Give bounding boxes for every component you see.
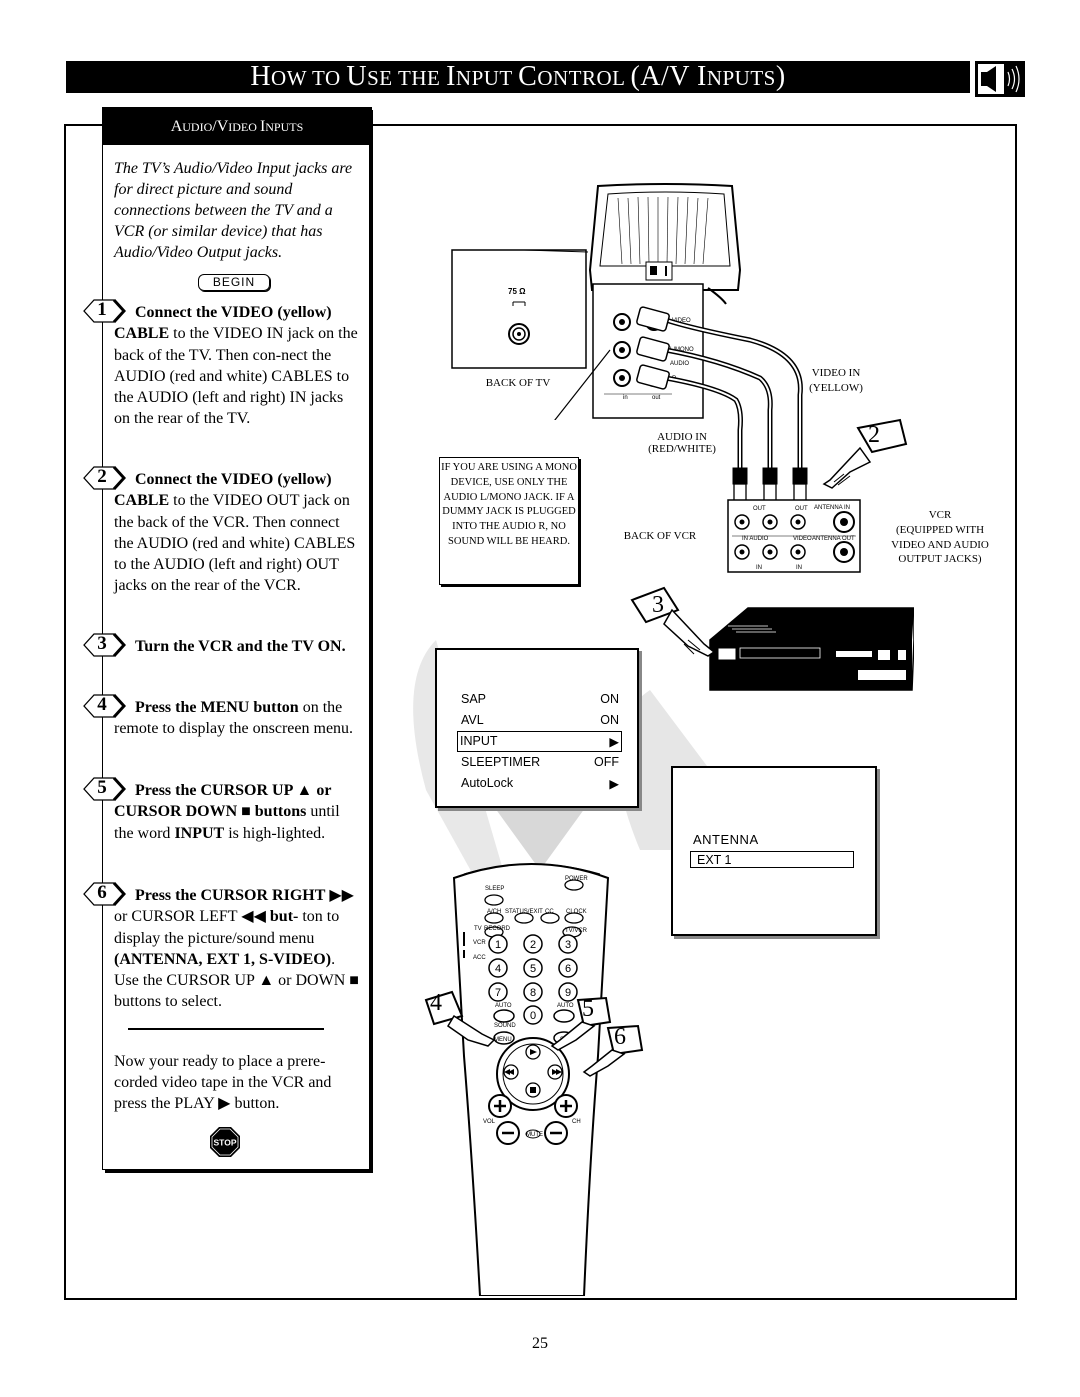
yellow-label: (YELLOW) (809, 382, 863, 394)
vcr-antenna-out-label: ANTENNA OUT (812, 536, 855, 542)
step-3-text: Turn the VCR and the TV ON. (135, 638, 346, 655)
step-2-text: Connect the VIDEO (yellow) CABLE to the VIDEO OUT jack on the back of the VCR. Then connect the AUDIO (red and white) CABLES to the AUDIO (left and right) OUT jacks on the rear of the VCR. (114, 471, 356, 595)
remote-vol-label[interactable]: VOL (483, 1119, 496, 1125)
remote-sleep-label[interactable]: SLEEP (485, 886, 505, 892)
callout-3: 3 (652, 592, 664, 618)
red-white-label: (RED/WHITE) (648, 443, 716, 455)
video-in-label: VIDEO IN (811, 367, 861, 379)
remote-mute-label[interactable]: MUTE (526, 1132, 543, 1138)
menu-row-input[interactable]: INPUT ▶ (457, 731, 622, 752)
key-9: 9 (564, 987, 572, 999)
vcr-in-audio-label: IN AUDIO (742, 536, 769, 542)
panel-heading: AUDIO/VIDEO INPUTS (102, 107, 372, 145)
step-6-text: Press the CURSOR RIGHT ▶▶ or CURSOR LEFT ◀◀ but- ton to display the picture/sound menu (ANTENNA, EXT 1, S-VIDEO). Use the CURSOR UP ▲ or DOWN ■ buttons to select. (114, 887, 359, 1011)
r-jack-label: R (672, 376, 677, 382)
remote-ach-label[interactable]: A/CH (487, 909, 502, 915)
remote-tv-label[interactable]: TV (474, 926, 482, 932)
menu-row-avl[interactable]: AVL ON (461, 713, 619, 727)
out-jack-label: out (652, 395, 661, 401)
vcr-out-label: OUT (753, 506, 766, 512)
onscreen-menu (435, 648, 639, 808)
audio-in-label: AUDIO IN (657, 431, 707, 443)
ohm-label: 75 Ω (508, 287, 526, 296)
callout-4: 4 (430, 990, 442, 1016)
remote-power-label[interactable]: POWER (565, 876, 588, 882)
remote-auto-right-label[interactable]: AUTO (557, 1003, 574, 1009)
remote-acc-label[interactable]: ACC (473, 955, 486, 961)
callout-6: 6 (614, 1024, 626, 1050)
menu-row-autolock[interactable]: AutoLock ▶ (461, 776, 619, 791)
key-4: 4 (494, 963, 502, 975)
key-7: 7 (494, 987, 502, 999)
step-1-marker: 1 (82, 298, 122, 322)
audio-jack-label: AUDIO (670, 361, 690, 367)
vcr-out2-label: OUT (795, 506, 808, 512)
key-3: 3 (564, 939, 572, 951)
vcr-in-label: IN (756, 565, 762, 571)
lmono-jack-label: L/MONO (670, 347, 694, 353)
remote-menu-label[interactable]: MENU (494, 1037, 512, 1043)
remote-tvvcr-label[interactable]: TV/VCR (565, 928, 588, 934)
key-0: 0 (529, 1010, 537, 1022)
begin-badge: BEGIN (198, 274, 270, 291)
menu-row-sleeptimer[interactable]: SLEEPTIMER OFF (461, 755, 619, 769)
vcr-equipped-label: (EQUIPPED WITH VIDEO AND AUDIO OUTPUT JACKS) (891, 524, 989, 565)
key-1: 1 (494, 939, 502, 951)
remote-record-label[interactable]: RECORD (484, 926, 511, 932)
remote-sound-label[interactable]: SOUND (494, 1023, 516, 1029)
divider (128, 1028, 324, 1030)
step-5-text: Press the CURSOR UP ▲ or CURSOR DOWN ■ buttons until the word INPUT is high-lighted. (114, 782, 340, 842)
step-1-text: Connect the VIDEO (yellow) CABLE to the VIDEO IN jack on the back of the TV. Then con-nect the AUDIO (red and white) CABLES to the AUDIO (left and right) IN jacks on the rear of the TV. (114, 304, 358, 428)
step-5-marker: 5 (82, 776, 122, 800)
remote-vcr-label[interactable]: VCR (473, 940, 486, 946)
menu-row-sap[interactable]: SAP ON (461, 692, 619, 706)
stop-sign-icon (209, 1126, 241, 1158)
page-title: HOW TO USE THE INPUT CONTROL (A/V INPUTS) (66, 61, 970, 93)
vcr-in2-label: IN (796, 565, 802, 571)
antenna-title: ANTENNA (693, 832, 759, 847)
callout-2: 2 (868, 422, 880, 448)
remote-ch-label[interactable]: CH (572, 1119, 581, 1125)
video-jack-label: VIDEO (672, 318, 691, 324)
vcr-video-label: VIDEO (793, 536, 812, 542)
back-of-tv-label: BACK OF TV (485, 377, 551, 389)
callout-5: 5 (582, 996, 594, 1022)
vcr-antenna-in-label: ANTENNA IN (814, 505, 851, 511)
vcr-label: VCR (928, 509, 952, 521)
remote-auto-left-label[interactable]: AUTO (495, 1003, 512, 1009)
antenna-select-field[interactable]: EXT 1 (690, 851, 854, 868)
back-of-vcr-label: BACK OF VCR (623, 530, 697, 542)
vcr-unit (708, 606, 914, 696)
key-6: 6 (564, 963, 572, 975)
closing-text: Now your ready to place a prere-corded video tape in the VCR and press the PLAY ▶ button. (114, 1053, 332, 1112)
key-5: 5 (529, 963, 537, 975)
mono-device-note: IF YOU ARE USING A MONO DEVICE, USE ONLY THE AUDIO L/MONO JACK. IF A DUMMY JACK IS PLUGGED INTO THE AUDIO R, NO SOUND WILL BE HEARD. (439, 457, 579, 585)
step-2-marker: 2 (82, 465, 122, 489)
pointing-hand-2-icon (820, 418, 910, 498)
step-4-marker: 4 (82, 693, 122, 717)
remote-clock-label[interactable]: CLOCK (566, 909, 587, 915)
in-jack-label: in (623, 395, 628, 401)
key-8: 8 (529, 987, 537, 999)
step-3-marker: 3 (82, 632, 122, 656)
step-4-text: Press the MENU button on the remote to display the onscreen menu. (114, 699, 354, 738)
remote-status-exit-label[interactable]: STATUS/EXIT (505, 909, 543, 915)
intro-text: The TV’s Audio/Video Input jacks are for direct picture and sound connections between the TV and a VCR (or similar device) that has Audio/Video Output jacks. (114, 160, 353, 261)
speaker-icon (974, 60, 1026, 98)
page-number: 25 (532, 1335, 548, 1352)
step-6-marker: 6 (82, 881, 122, 905)
pointing-hand-3-icon (628, 586, 724, 666)
remote-cc-label[interactable]: CC (545, 909, 554, 915)
svg-text:STOP: STOP (213, 1137, 237, 1148)
key-2: 2 (529, 939, 537, 951)
